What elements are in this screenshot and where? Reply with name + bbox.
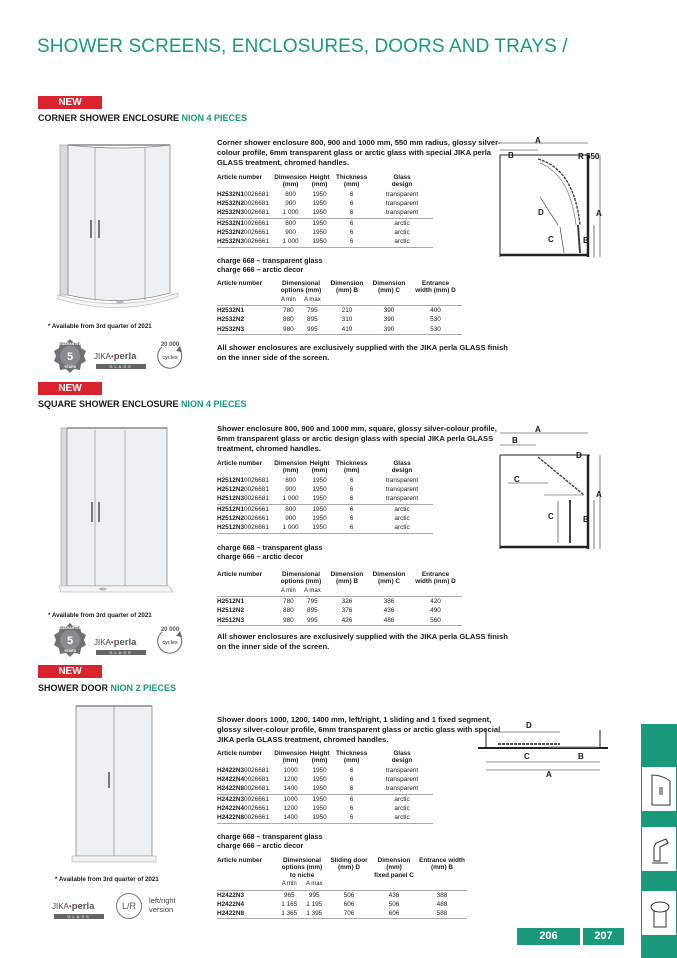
table-cell: 1200 bbox=[283, 805, 298, 812]
table-cell: H2512N3 bbox=[217, 616, 277, 626]
table-row bbox=[217, 315, 462, 324]
table-cell: arctic bbox=[394, 795, 410, 803]
table-cell: 880 bbox=[283, 607, 294, 615]
table-cell: H2532N30026661 bbox=[217, 237, 274, 247]
table-cell: 606 bbox=[343, 900, 355, 908]
table-cell: 6 bbox=[332, 523, 371, 533]
jika-perla-logo: JIKA•perla GLASS bbox=[94, 346, 146, 369]
section-heading-square bbox=[38, 399, 247, 409]
logo-jika: JIKA bbox=[94, 352, 111, 361]
table-cell: 390 bbox=[383, 316, 395, 324]
table-row bbox=[217, 794, 433, 804]
diagram-label-b: B bbox=[578, 752, 584, 761]
table-cell: 965 bbox=[283, 891, 295, 899]
section-title: SHOWER DOOR bbox=[38, 683, 109, 693]
table-cell: arctic bbox=[394, 515, 410, 522]
table-cell: 390 bbox=[369, 325, 409, 335]
square-enclosure-image bbox=[55, 420, 180, 605]
table-cell: 900 bbox=[285, 486, 296, 494]
product-description: Corner shower enclosure 800, 900 and 1000 mm, 550 mm radius, glossy silver-colour profile, 6mm transparent glass or arctic glass with special JIKA perla GLASS treatment, chromed handles. bbox=[217, 138, 501, 167]
table-cell: 1950 bbox=[312, 515, 327, 522]
table-cell: transparent bbox=[371, 494, 433, 504]
lr-version-icon: L/R bbox=[116, 893, 142, 919]
table-row bbox=[217, 775, 433, 784]
table-row bbox=[217, 616, 462, 626]
diagram-label-c2: C bbox=[548, 512, 554, 521]
charge-info: charge 668 – transparent glass charge 666 – arctic decor bbox=[217, 543, 323, 561]
table-cell: 436 bbox=[383, 607, 395, 615]
table-cell: 1950 bbox=[307, 237, 332, 247]
table-cell: H2512N30026681 bbox=[217, 494, 274, 504]
table-cell: 1950 bbox=[312, 486, 327, 494]
table-cell: H2532N3 bbox=[217, 325, 277, 335]
table-cell: 506 bbox=[343, 891, 355, 899]
table-row bbox=[217, 784, 433, 794]
table-row bbox=[217, 597, 462, 607]
table-header: Article number Dimension (mm) Height (mm) Thickness (mm) Glass design bbox=[217, 174, 413, 189]
table-cell: 1 000 bbox=[274, 208, 307, 218]
table-row bbox=[217, 523, 433, 533]
table-cell: 1950 bbox=[307, 523, 332, 533]
table-row bbox=[217, 199, 433, 208]
jika-perla-logo: JIKA•perla GLASS bbox=[52, 896, 104, 919]
table-cell: H2512N10026661 bbox=[217, 505, 269, 513]
charge-info: charge 668 – transparent glass charge 666 – arctic decor bbox=[217, 832, 323, 850]
table-cell: H2532N20026661 bbox=[217, 229, 269, 236]
table-cell: transparent bbox=[385, 486, 419, 494]
guarantee-years: 5 bbox=[66, 351, 74, 363]
table-cell: 1950 bbox=[307, 784, 332, 794]
table-cell: 310 bbox=[341, 316, 353, 324]
table-cell: 6 bbox=[349, 766, 354, 774]
spec-table-2 bbox=[217, 460, 433, 534]
diagram-label-c: C bbox=[524, 752, 530, 761]
table-cell: arctic bbox=[394, 229, 410, 236]
corner-enclosure-image bbox=[50, 135, 185, 315]
table-cell: 426 bbox=[325, 616, 369, 626]
diagram-label-d: D bbox=[576, 451, 582, 460]
table-cell: 386 bbox=[383, 598, 395, 606]
table-cell: H2422N40026661 bbox=[217, 805, 269, 812]
table-row bbox=[217, 306, 462, 316]
table-cell: 390 bbox=[383, 307, 395, 315]
table-cell: 1 000 bbox=[274, 237, 307, 247]
table-cell: 486 bbox=[369, 616, 409, 626]
cycles-number: 20 000 bbox=[160, 342, 180, 348]
table-cell: H2422N30026661 bbox=[217, 795, 269, 803]
table-cell: 6 bbox=[349, 476, 354, 484]
table-cell: H2422N40026681 bbox=[217, 776, 269, 784]
logo-perla: perla bbox=[113, 351, 137, 362]
spec-table-3 bbox=[217, 750, 433, 824]
table-row bbox=[217, 504, 433, 514]
table-cell: transparent bbox=[371, 208, 433, 218]
table-cell: 6 bbox=[349, 190, 354, 198]
diagram-label-r: R 550 bbox=[578, 152, 600, 161]
section-title-accent: NION 4 PIECES bbox=[181, 113, 248, 123]
table-row bbox=[217, 890, 467, 900]
table-cell: 400 bbox=[430, 307, 441, 315]
table-cell: 800 bbox=[285, 476, 296, 484]
table-cell: 210 bbox=[341, 307, 353, 315]
product-description: Shower enclosure 800, 900 and 1000 mm, square, glossy silver-colour profile, 6mm transparent glass or arctic design glass with special JIKA perla GLASS treatment, chromed handles. bbox=[217, 424, 497, 453]
table-row bbox=[217, 909, 467, 919]
table-cell: H2512N30026661 bbox=[217, 523, 274, 533]
table-cell: H2512N10026681 bbox=[217, 476, 269, 484]
table-cell: 800 bbox=[285, 190, 296, 198]
table-cell: 900 bbox=[285, 229, 296, 236]
diagram-label-d: D bbox=[526, 721, 532, 730]
toilet-icon bbox=[642, 891, 677, 937]
table-cell: 6 bbox=[349, 229, 354, 236]
product-description: Shower doors 1000, 1200, 1400 mm, left/right, 1 sliding and 1 fixed segment, glossy silver-colour profile, 6mm transparent glass or arctic glass with special JIKA perla GLASS treatment, chromed handles. bbox=[217, 715, 501, 744]
table-cell: 706 bbox=[327, 909, 371, 919]
table-cell: 1 365 bbox=[277, 909, 301, 919]
guarantee-years-word: YEARS bbox=[63, 649, 77, 653]
diagram-label-b: B bbox=[512, 436, 518, 445]
table-cell: 1000 bbox=[283, 795, 298, 803]
table-row bbox=[217, 813, 433, 823]
table-cell: arctic bbox=[371, 523, 433, 533]
shower-enclosure-icon bbox=[642, 767, 677, 813]
table-cell: 6 bbox=[332, 494, 371, 504]
supplied-note: All shower enclosures are exclusively supplied with the JIKA perla GLASS finish on the inner side of the screen. bbox=[217, 343, 508, 362]
dimension-table-1: Article number Dimensional options (mm) Dimension (mm) B Dimension (mm) C Entrance width (mm) D A min A max H2532N1 780 795 210 390 400 H2532N2 880 895 310 390 530 H2532N3 980 995 410 390 530 bbox=[217, 280, 462, 335]
table-cell: 995 bbox=[300, 325, 325, 335]
table-cell: transparent bbox=[385, 200, 419, 208]
table-cell: H2532N10026661 bbox=[217, 219, 269, 227]
table-cell: 488 bbox=[436, 900, 448, 908]
sidebar-tab-shower[interactable] bbox=[641, 766, 677, 812]
diagram-label-a: A bbox=[535, 425, 541, 434]
guarantee-years: 5 bbox=[66, 635, 74, 647]
availability-note: * Available from 3rd quarter of 2021 bbox=[55, 876, 159, 883]
table-cell: 6 bbox=[332, 784, 371, 794]
table-cell: 1200 bbox=[283, 776, 298, 784]
table-cell: 1950 bbox=[312, 505, 327, 513]
table-cell: 1950 bbox=[312, 476, 327, 484]
table-cell: 376 bbox=[341, 607, 353, 615]
table-cell: 1400 bbox=[274, 784, 307, 794]
table-cell: H2422N80026661 bbox=[217, 813, 274, 823]
table-cell: 1950 bbox=[312, 200, 327, 208]
table-cell: 326 bbox=[341, 598, 353, 606]
table-cell: 1950 bbox=[312, 766, 327, 774]
table-cell: arctic bbox=[371, 813, 433, 823]
table-cell: H2422N8 bbox=[217, 909, 277, 919]
table-cell: H2422N30026681 bbox=[217, 766, 269, 774]
table-cell: 900 bbox=[285, 515, 296, 522]
table-cell: 6 bbox=[349, 515, 354, 522]
table-cell: 420 bbox=[430, 598, 441, 606]
lr-version-text: left/right version bbox=[149, 896, 176, 914]
table-cell: 995 bbox=[308, 891, 320, 899]
table-cell: 1950 bbox=[307, 813, 332, 823]
dimension-table-2: Article number Dimensional options (mm) Dimension (mm) B Dimension (mm) C Entrance width (mm) D A min A max H2512N1 780 795 326 386 420 H2512N2 880 895 376 436 490 H2512N3 980 995 426 486 560 bbox=[217, 571, 462, 626]
jika-perla-logo: JIKA•perla GLASS bbox=[94, 632, 146, 655]
table-cell: H2512N1 bbox=[217, 598, 245, 606]
table-row bbox=[217, 804, 433, 813]
table-cell: 588 bbox=[417, 909, 467, 919]
table-header: Article number Dimensional options (mm) Dimension (mm) B Dimension (mm) C Entrance width (mm) D bbox=[217, 571, 456, 586]
table-cell: transparent bbox=[385, 476, 419, 484]
table-cell: arctic bbox=[371, 237, 433, 247]
table-cell: 1950 bbox=[312, 229, 327, 236]
table-cell: 1950 bbox=[312, 776, 327, 784]
table-cell: 388 bbox=[436, 891, 448, 899]
table-cell: 895 bbox=[307, 316, 318, 324]
guarantee-text: GUARANTEE bbox=[58, 342, 82, 346]
table-cell: 490 bbox=[430, 607, 441, 615]
table-cell: 980 bbox=[277, 616, 300, 626]
table-cell: 1950 bbox=[307, 208, 332, 218]
table-cell: 506 bbox=[388, 900, 400, 908]
table-cell: 6 bbox=[349, 219, 354, 227]
table-cell: 800 bbox=[285, 219, 296, 227]
table-cell: 6 bbox=[332, 237, 371, 247]
table-cell: 895 bbox=[307, 607, 318, 615]
availability-note: * Available from 3rd quarter of 2021 bbox=[48, 612, 152, 619]
table-cell: 6 bbox=[349, 486, 354, 494]
page-number-right: 207 bbox=[583, 928, 624, 945]
table-header: Article number Dimensional options (mm) Dimension (mm) B Dimension (mm) C Entrance width (mm) D bbox=[217, 280, 456, 295]
table-cell: H2532N2 bbox=[217, 316, 245, 324]
table-cell: 1 165 bbox=[281, 900, 298, 908]
table-header: Article number Dimensional options (mm) to niche Sliding door (mm) D Dimension (mm) fixed panel C Entrance width (mm) B bbox=[217, 857, 465, 879]
table-cell: 1 000 bbox=[274, 523, 307, 533]
table-cell: 1950 bbox=[312, 805, 327, 812]
table-row bbox=[217, 514, 433, 523]
guarantee-years-word: YEARS bbox=[63, 365, 77, 369]
table-row bbox=[217, 325, 462, 335]
cycles-badge bbox=[154, 340, 186, 372]
table-cell: 560 bbox=[409, 616, 462, 626]
diagram-label-c: C bbox=[548, 235, 554, 244]
diagram-label-a2: A bbox=[596, 209, 602, 218]
table-row bbox=[217, 766, 433, 775]
table-cell: 530 bbox=[430, 316, 441, 324]
section-heading-corner bbox=[38, 113, 247, 123]
table-cell: 6 bbox=[349, 776, 354, 784]
table-cell: 436 bbox=[388, 891, 400, 899]
section-title: CORNER SHOWER ENCLOSURE bbox=[38, 113, 180, 123]
table-cell: H2422N3 bbox=[217, 891, 245, 899]
guarantee-text: GUARANTEE bbox=[58, 626, 82, 630]
table-row bbox=[217, 606, 462, 615]
table-cell: 980 bbox=[277, 325, 300, 335]
diagram-label-c: C bbox=[514, 475, 520, 484]
table-cell: H2532N10026681 bbox=[217, 190, 269, 198]
cycles-word: cycles bbox=[162, 355, 178, 361]
table-row bbox=[217, 494, 433, 504]
table-cell: 1000 bbox=[283, 766, 298, 774]
table-cell: 880 bbox=[283, 316, 294, 324]
table-row bbox=[217, 476, 433, 485]
table-cell: 1950 bbox=[307, 494, 332, 504]
table-row bbox=[217, 485, 433, 494]
table-cell: H2512N2 bbox=[217, 607, 245, 615]
table-cell: 1 195 bbox=[306, 900, 323, 908]
table-cell: 6 bbox=[349, 200, 354, 208]
logo-glass: GLASS bbox=[96, 364, 146, 369]
guarantee-badge bbox=[52, 338, 88, 374]
faucet-icon bbox=[642, 827, 677, 873]
table-cell: 780 bbox=[283, 598, 294, 606]
table-cell: 995 bbox=[300, 616, 325, 626]
table-row bbox=[217, 218, 433, 228]
table-cell: 6 bbox=[349, 505, 354, 513]
table-header: Article number Dimension (mm) Height (mm) Thickness (mm) Glass design bbox=[217, 750, 413, 765]
table-row bbox=[217, 190, 433, 199]
table-cell: H2532N20026681 bbox=[217, 200, 269, 208]
diagram-label-b2: B bbox=[583, 236, 589, 245]
table-cell: transparent bbox=[385, 776, 419, 784]
table-cell: arctic bbox=[394, 219, 410, 227]
table-cell: 1 000 bbox=[274, 494, 307, 504]
table-cell: 6 bbox=[349, 805, 354, 812]
section-heading-door bbox=[38, 683, 176, 693]
table-cell: 800 bbox=[285, 505, 296, 513]
dimension-table-3: Article number Dimensional options (mm) to niche Sliding door (mm) D Dimension (mm) fixed panel C Entrance width (mm) B A min A max H2422N3 965 995 506 436 388 H2422N4 1 165 1 195 606 506 488 H2422N8 1 365 1 395 706 606 588 bbox=[217, 857, 467, 919]
table-cell: 410 bbox=[325, 325, 369, 335]
table-cell: H2532N30026681 bbox=[217, 208, 274, 218]
table-cell: transparent bbox=[385, 766, 419, 774]
table-cell: 1950 bbox=[312, 219, 327, 227]
table-cell: H2422N4 bbox=[217, 900, 245, 908]
new-badge: NEW bbox=[38, 96, 102, 109]
table-cell: H2512N20026661 bbox=[217, 515, 269, 522]
table-cell: transparent bbox=[385, 190, 419, 198]
diagram-label-b: B bbox=[508, 151, 514, 160]
spec-table-1 bbox=[217, 174, 433, 248]
table-row bbox=[217, 900, 467, 909]
cycles-badge: 20 000 cycles bbox=[154, 625, 186, 657]
table-cell: 530 bbox=[409, 325, 462, 335]
table-header: Article number Dimension (mm) Height (mm) Thickness (mm) Glass design bbox=[217, 460, 413, 475]
new-badge: NEW bbox=[38, 382, 102, 395]
table-cell: transparent bbox=[371, 784, 433, 794]
shower-door-image bbox=[70, 700, 160, 870]
table-cell: 795 bbox=[307, 307, 318, 315]
diagram-label-b2: B bbox=[583, 515, 589, 524]
table-cell: arctic bbox=[394, 805, 410, 812]
table-cell: 1400 bbox=[274, 813, 307, 823]
section-title: SQUARE SHOWER ENCLOSURE bbox=[38, 399, 179, 409]
guarantee-badge bbox=[52, 622, 88, 658]
table-cell: 606 bbox=[371, 909, 417, 919]
table-cell: 1 395 bbox=[301, 909, 327, 919]
table-cell: H2512N20026681 bbox=[217, 486, 269, 494]
diagram-label-a: A bbox=[546, 770, 552, 779]
table-cell: H2422N80026681 bbox=[217, 784, 274, 794]
sidebar-tab-faucet[interactable] bbox=[641, 826, 677, 872]
table-cell: 1950 bbox=[312, 795, 327, 803]
table-cell: 795 bbox=[307, 598, 318, 606]
supplied-note: All shower enclosures are exclusively supplied with the JIKA perla GLASS finish on the inner side of the screen. bbox=[217, 632, 508, 651]
table-cell: 6 bbox=[332, 208, 371, 218]
table-row bbox=[217, 208, 433, 218]
table-row bbox=[217, 237, 433, 247]
sidebar-tab-toilet[interactable] bbox=[641, 890, 677, 936]
table-cell: 780 bbox=[283, 307, 294, 315]
page-number-left: 206 bbox=[517, 928, 580, 945]
table-cell: 900 bbox=[285, 200, 296, 208]
table-cell: 6 bbox=[332, 813, 371, 823]
section-title-accent: NION 4 PIECES bbox=[181, 399, 247, 409]
new-badge: NEW bbox=[38, 665, 102, 678]
page-title: SHOWER SCREENS, ENCLOSURES, DOORS AND TRAYS / bbox=[37, 36, 568, 57]
table-cell: 1950 bbox=[312, 190, 327, 198]
availability-note: * Available from 3rd quarter of 2021 bbox=[48, 323, 152, 330]
table-cell: arctic bbox=[394, 505, 410, 513]
diagram-label-a2: A bbox=[596, 490, 602, 499]
charge-info: charge 668 – transparent glass charge 666 – arctic decor bbox=[217, 256, 323, 274]
table-cell: 6 bbox=[349, 795, 354, 803]
diagram-label-a: A bbox=[535, 136, 541, 145]
section-title-accent: NION 2 PIECES bbox=[110, 683, 177, 693]
table-row bbox=[217, 228, 433, 237]
table-cell: H2532N1 bbox=[217, 307, 245, 315]
diagram-label-d: D bbox=[538, 208, 544, 217]
